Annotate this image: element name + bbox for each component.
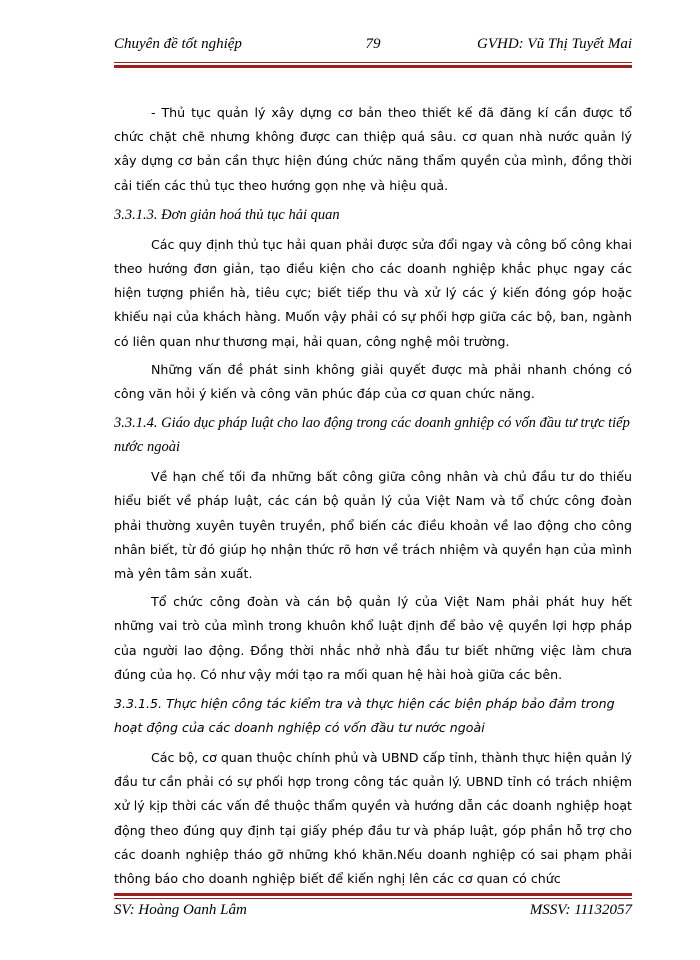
paragraph-customs: Các quy định thủ tục hải quan phải được sửa đổi ngay và công bố công khai theo hướng đơn giản, tạo điều kiện cho các doanh nghiệp khắc phục ngay các hiện tượng phiền hà, tiêu cực; biết tiếp thu và xử lý các ý kiến đóng góp hoặc khiếu nại của khách hàng. Muốn vậy phải có sự phối hợp giữa các bộ, ban, ngành có liên quan như thương mại, hải quan, công nghệ môi trường. — [114, 236, 632, 349]
footer-rule-thin — [114, 898, 632, 899]
section-heading-3-3-1-4: 3.3.1.4. Giáo dục pháp luật cho lao động trong các doanh gnhiệp có vốn đầu tư trực tiếp nước ngoài — [114, 415, 630, 456]
section-heading-3-3-1-5: 3.3.1.5. Thực hiện công tác kiểm tra và thực hiện các biện pháp bảo đảm trong hoạt động của các doanh nghiệp có vốn đầu tư nước ngoài — [114, 696, 615, 736]
page-number: 79 — [365, 36, 381, 52]
paragraph-issues: Những vấn đề phát sinh không giải quyết được mà phải nhanh chóng có công văn hỏi ý kiến và công văn phúc đáp của cơ quan chức năng. — [114, 361, 632, 402]
footer-student-id: MSSV: 11132057 — [529, 902, 632, 918]
section-heading-3-3-1-3: 3.3.1.3. Đơn giản hoá thủ tục hải quan — [114, 206, 340, 223]
header-rule-thick — [114, 65, 632, 68]
page-header — [114, 36, 632, 58]
page-body — [114, 101, 632, 891]
footer-student-name: SV: Hoàng Oanh Lâm — [114, 902, 247, 918]
paragraph-inspection: Các bộ, cơ quan thuộc chính phủ và UBND cấp tỉnh, thành thực hiện quản lý đầu tư cần phải có sự phối hợp trong công tác quản lý. UBND tỉnh có trách nhiệm xử lý kịp thời các vấn đề thuộc thẩm quyền và hướng dẫn các doanh nghiệp hoạt động theo đúng quy định tại giấy phép đầu tư và pháp luật, góp phần hỗ trợ cho các doanh nghiệp tháo gỡ những khó khăn.Nếu doanh nghiệp có sai phạm phải thông báo cho doanh nghiệp biết để kiến nghị lên các cơ quan có chức — [114, 750, 632, 887]
page-footer — [114, 902, 632, 924]
paragraph-procedures: - Thủ tục quản lý xây dựng cơ bản theo thiết kế đã đăng kí cần được tổ chức chặt chẽ nhưng không được can thiệp quá sâu. cơ quan nhà nước quản lý xây dựng cơ bản cần thực hiện đúng chức năng thẩm quyền của mình, đồng thời cải tiến các thủ tục theo hướng gọn nhẹ và hiệu quả. — [114, 105, 632, 193]
header-document-title: Chuyên đề tốt nghiệp — [114, 36, 242, 52]
header-rule-thin — [114, 62, 632, 63]
paragraph-law-education: Về hạn chế tối đa những bất công giữa công nhân và chủ đầu tư do thiếu hiểu biết về pháp luật, các cán bộ quản lý của Việt Nam và tổ chức công đoàn phải thường xuyên tuyên truyền, phổ biến các điều khoản về lao động cho công nhân biết, từ đó giúp họ nhận thức rõ hơn về trách nhiệm và quyền hạn của mình mà yên tâm sản xuất. — [114, 469, 632, 582]
footer-rule-thick — [114, 893, 632, 896]
paragraph-trade-union: Tổ chức công đoàn và cán bộ quản lý của Việt Nam phải phát huy hết những vai trò của mình trong khuôn khổ luật định để bảo vệ quyền lợi hợp pháp của người lao động. Đồng thời nhắc nhở nhà đầu tư biết những việc làm chưa đúng của họ. Có như vậy mới tạo ra mối quan hệ hài hoà giữa các bên. — [114, 594, 632, 682]
header-advisor: GVHD: Vũ Thị Tuyết Mai — [477, 36, 632, 52]
